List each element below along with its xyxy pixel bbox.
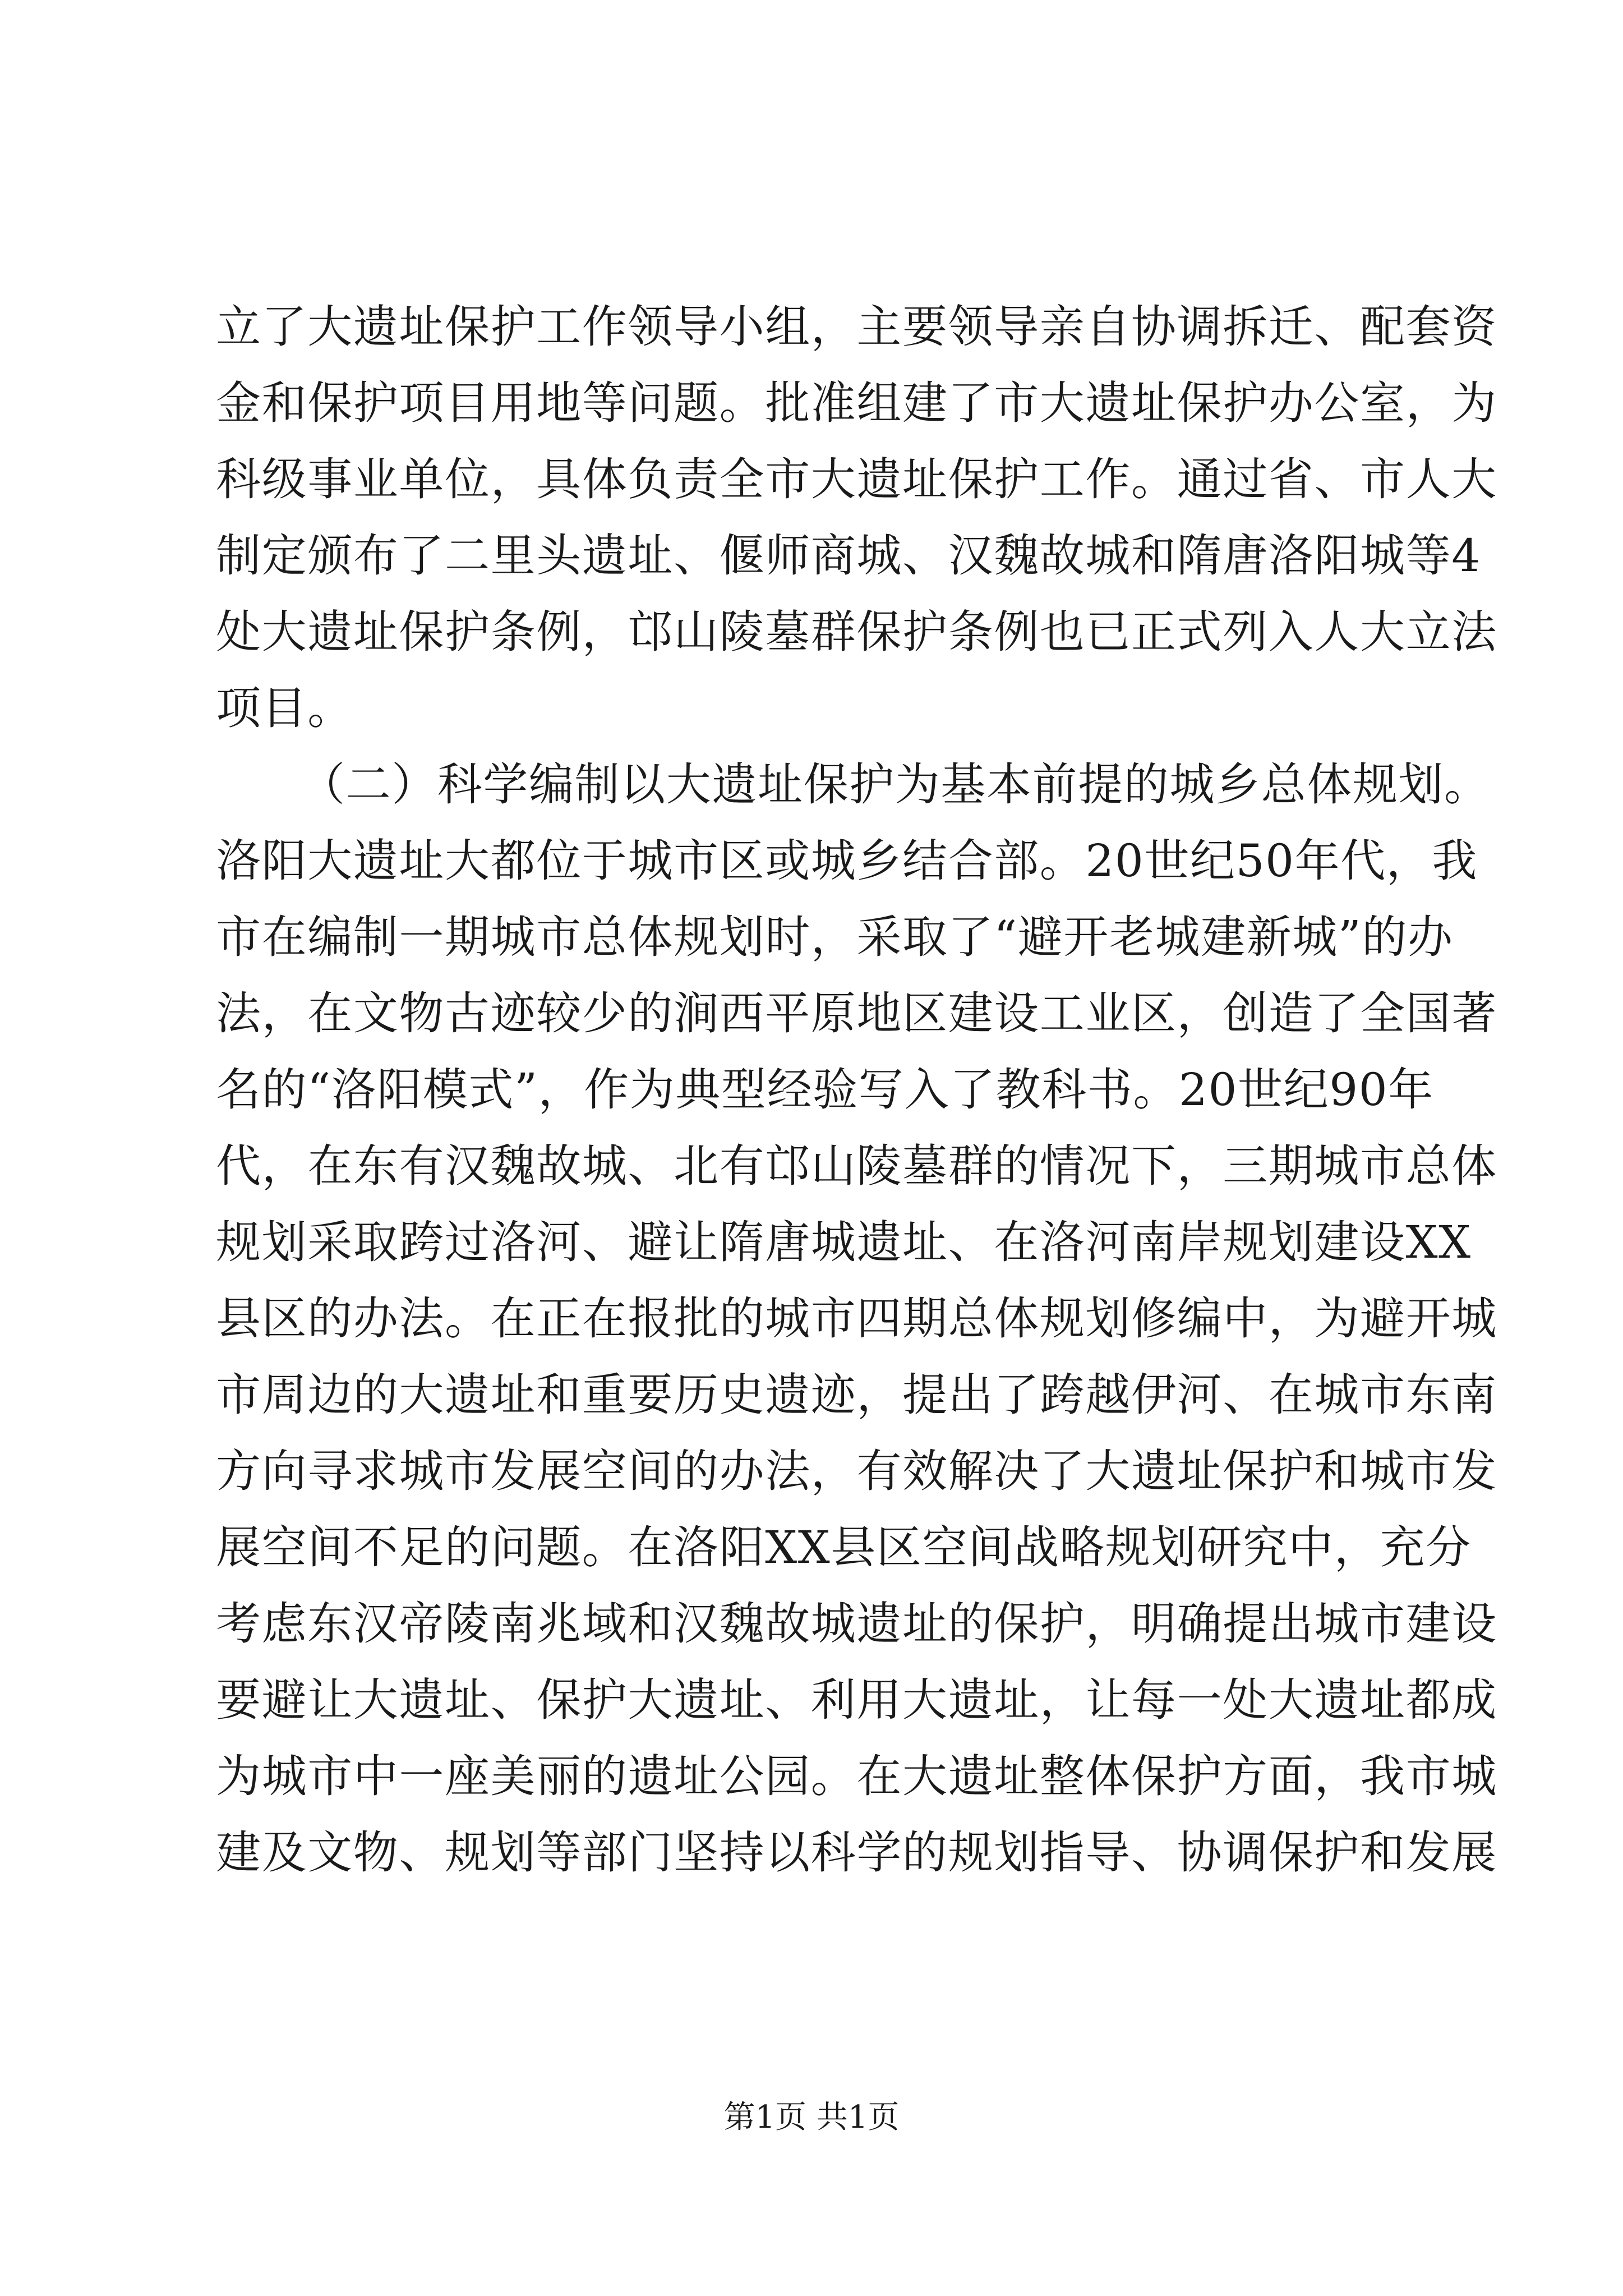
- paragraph-2-line-2: 洛阳大遗址大都位于城市区或城乡结合部。20世纪50年代，我: [216, 835, 1478, 887]
- paragraph-2-line-12: 考虑东汉帝陵南兆域和汉魏故城遗址的保护，明确提出城市建设: [216, 1598, 1497, 1650]
- paragraph-1-line-4: 制定颁布了二里头遗址、偃师商城、汉魏故城和隋唐洛阳城等4: [216, 530, 1481, 582]
- page-footer: 第1页 共1页: [723, 2099, 900, 2136]
- paragraph-2-line-1: （二）科学编制以大遗址保护为基本前提的城乡总体规划。: [300, 758, 1490, 811]
- paragraph-2-line-3: 市在编制一期城市总体规划时，采取了“避开老城建新城”的办: [216, 911, 1454, 963]
- paragraph-2-line-6: 代，在东有汉魏故城、北有邙山陵墓群的情况下，三期城市总体: [216, 1140, 1497, 1192]
- paragraph-2-line-8: 县区的办法。在正在报批的城市四期总体规划修编中，为避开城: [216, 1292, 1497, 1345]
- paragraph-2-line-13: 要避让大遗址、保护大遗址、利用大遗址，让每一处大遗址都成: [216, 1674, 1497, 1726]
- paragraph-1-line-3: 科级事业单位，具体负责全市大遗址保护工作。通过省、市人大: [216, 453, 1497, 505]
- paragraph-2-line-10: 方向寻求城市发展空间的办法，有效解决了大遗址保护和城市发: [216, 1445, 1497, 1497]
- paragraph-2-line-7: 规划采取跨过洛河、避让隋唐城遗址、在洛河南岸规划建设XX: [216, 1216, 1472, 1268]
- paragraph-1-line-5: 处大遗址保护条例，邙山陵墓群保护条例也已正式列入人大立法: [216, 606, 1497, 658]
- paragraph-2-line-11: 展空间不足的问题。在洛阳XX县区空间战略规划研究中，充分: [216, 1521, 1472, 1573]
- paragraph-1-line-1: 立了大遗址保护工作领导小组，主要领导亲自协调拆迁、配套资: [216, 301, 1497, 353]
- paragraph-2-line-5: 名的“洛阳模式”，作为典型经验写入了教科书。20世纪90年: [216, 1064, 1434, 1116]
- paragraph-1-line-6: 项目。: [216, 682, 353, 734]
- paragraph-2-line-14: 为城市中一座美丽的遗址公园。在大遗址整体保护方面，我市城: [216, 1750, 1497, 1802]
- paragraph-2-line-9: 市周边的大遗址和重要历史遗迹，提出了跨越伊河、在城市东南: [216, 1369, 1497, 1421]
- paragraph-1-line-2: 金和保护项目用地等问题。批准组建了市大遗址保护办公室，为: [216, 377, 1497, 429]
- document-body: [216, 289, 1497, 1891]
- paragraph-2-line-4: 法，在文物古迹较少的涧西平原地区建设工业区，创造了全国著: [216, 987, 1497, 1039]
- paragraph-2-line-15: 建及文物、规划等部门坚持以科学的规划指导、协调保护和发展: [216, 1826, 1497, 1879]
